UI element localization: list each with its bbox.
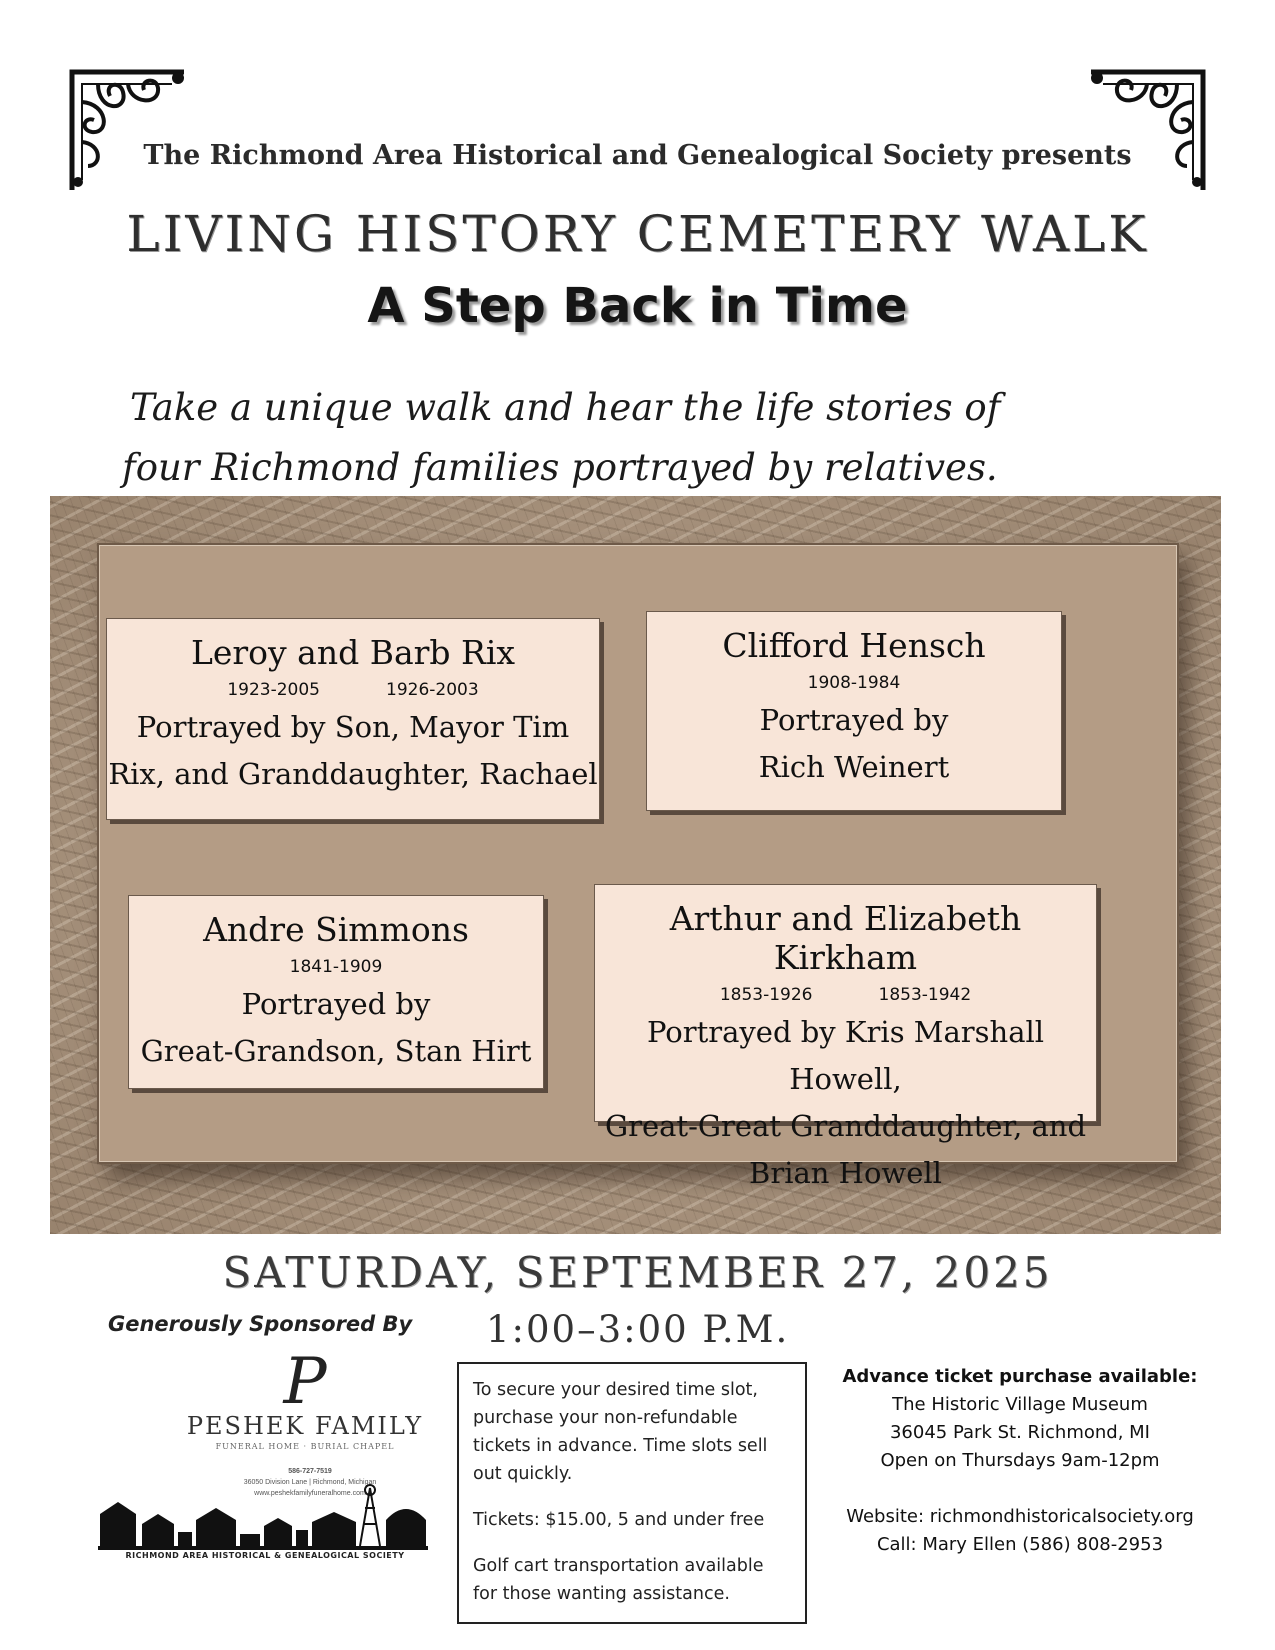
family-card-rix xyxy=(106,618,600,820)
sponsor-website: www.peshekfamilyfuneralhome.com xyxy=(254,1490,366,1497)
sponsor-logo xyxy=(160,1345,450,1472)
family-name: Andre Simmons xyxy=(203,910,469,949)
venue-hours: Open on Thursdays 9am-12pm xyxy=(880,1450,1160,1471)
event-date: SATURDAY, SEPTEMBER 27, 2025 xyxy=(222,1248,1053,1297)
life-dates: 1923-2005 xyxy=(227,680,320,700)
portrayed-line: Portrayed by Kris Marshall Howell, xyxy=(646,1015,1045,1096)
portrayed-by xyxy=(107,704,599,798)
portrayed-by xyxy=(129,981,543,1075)
ticket-price: Tickets: $15.00, 5 and under free xyxy=(473,1510,765,1530)
sponsor-logo-tagline: FUNERAL HOME · BURIAL CHAPEL xyxy=(215,1442,395,1451)
portrayed-line: Rix, and Granddaughter, Rachael xyxy=(108,757,598,791)
presenter-line: The Richmond Area Historical and Genealogical Society presents xyxy=(143,140,1132,171)
right-corner-ornament-icon xyxy=(1087,62,1207,192)
left-corner-ornament-icon xyxy=(68,62,188,192)
life-dates: 1926-2003 xyxy=(386,680,479,700)
life-dates: 1853-1926 xyxy=(719,985,813,1005)
society-name: RICHMOND AREA HISTORICAL & GENEALOGICAL SOCIETY xyxy=(125,1551,405,1560)
sponsor-logo-name: PESHEK FAMILY xyxy=(186,1412,424,1440)
tagline-line-1: Take a unique walk and hear the life stories of xyxy=(130,386,1001,429)
life-dates: 1908-1984 xyxy=(807,673,901,693)
sponsor-address: 36050 Division Lane | Richmond, Michigan xyxy=(243,1479,377,1486)
family-card-simmons xyxy=(128,895,544,1089)
family-dates xyxy=(647,673,1061,693)
family-name: Arthur and Elizabeth Kirkham xyxy=(669,899,1022,977)
tagline xyxy=(122,378,1130,498)
life-dates: 1853-1942 xyxy=(878,985,972,1005)
sponsor-label: Generously Sponsored By xyxy=(108,1312,413,1336)
page-title: LIVING HISTORY CEMETERY WALK xyxy=(126,205,1149,263)
golf-cart-note: Golf cart transportation available for those wanting assistance. xyxy=(473,1556,764,1604)
portrayed-line: Rich Weinert xyxy=(758,750,950,784)
portrayed-line: Great-Grandson, Stan Hirt xyxy=(140,1034,532,1068)
event-time: 1:00–3:00 P.M. xyxy=(486,1308,790,1351)
contact-phone[interactable]: Call: Mary Ellen (586) 808-2953 xyxy=(876,1534,1164,1555)
portrayed-by xyxy=(595,1009,1096,1197)
website-link[interactable]: Website: richmondhistoricalsociety.org xyxy=(846,1506,1194,1527)
sponsor-phone: 586-727-7519 xyxy=(288,1468,332,1475)
portrayed-by xyxy=(647,697,1061,791)
tagline-line-2: four Richmond families portrayed by relatives. xyxy=(122,446,998,489)
time-slot-note: To secure your desired time slot, purchase your non-refundable tickets in advance. Time slots sell out quickly. xyxy=(473,1380,768,1484)
venue-address: 36045 Park St. Richmond, MI xyxy=(889,1422,1150,1443)
advance-ticket-info xyxy=(820,1363,1220,1559)
portrayed-line: Portrayed by xyxy=(759,703,949,737)
sponsor-logo-mark: P xyxy=(283,1345,327,1419)
family-dates xyxy=(129,957,543,977)
venue-name: The Historic Village Museum xyxy=(892,1394,1148,1415)
page-subtitle: A Step Back in Time xyxy=(367,278,908,334)
family-name: Leroy and Barb Rix xyxy=(190,633,516,672)
family-dates xyxy=(107,680,599,700)
family-name: Clifford Hensch xyxy=(722,626,986,665)
life-dates: 1841-1909 xyxy=(289,957,383,977)
family-card-kirkham xyxy=(594,884,1097,1190)
family-dates xyxy=(595,985,1096,1005)
ticket-info-box xyxy=(457,1362,807,1624)
portrayed-line: Great-Great Granddaughter, and xyxy=(604,1109,1087,1143)
advance-heading: Advance ticket purchase available: xyxy=(842,1366,1198,1387)
village-silhouette-icon xyxy=(98,1484,428,1550)
portrayed-line: Portrayed by xyxy=(241,987,431,1021)
portrayed-line: Portrayed by Son, Mayor Tim xyxy=(136,710,570,744)
portrayed-line: Brian Howell xyxy=(749,1156,942,1190)
family-card-hensch xyxy=(646,611,1062,811)
